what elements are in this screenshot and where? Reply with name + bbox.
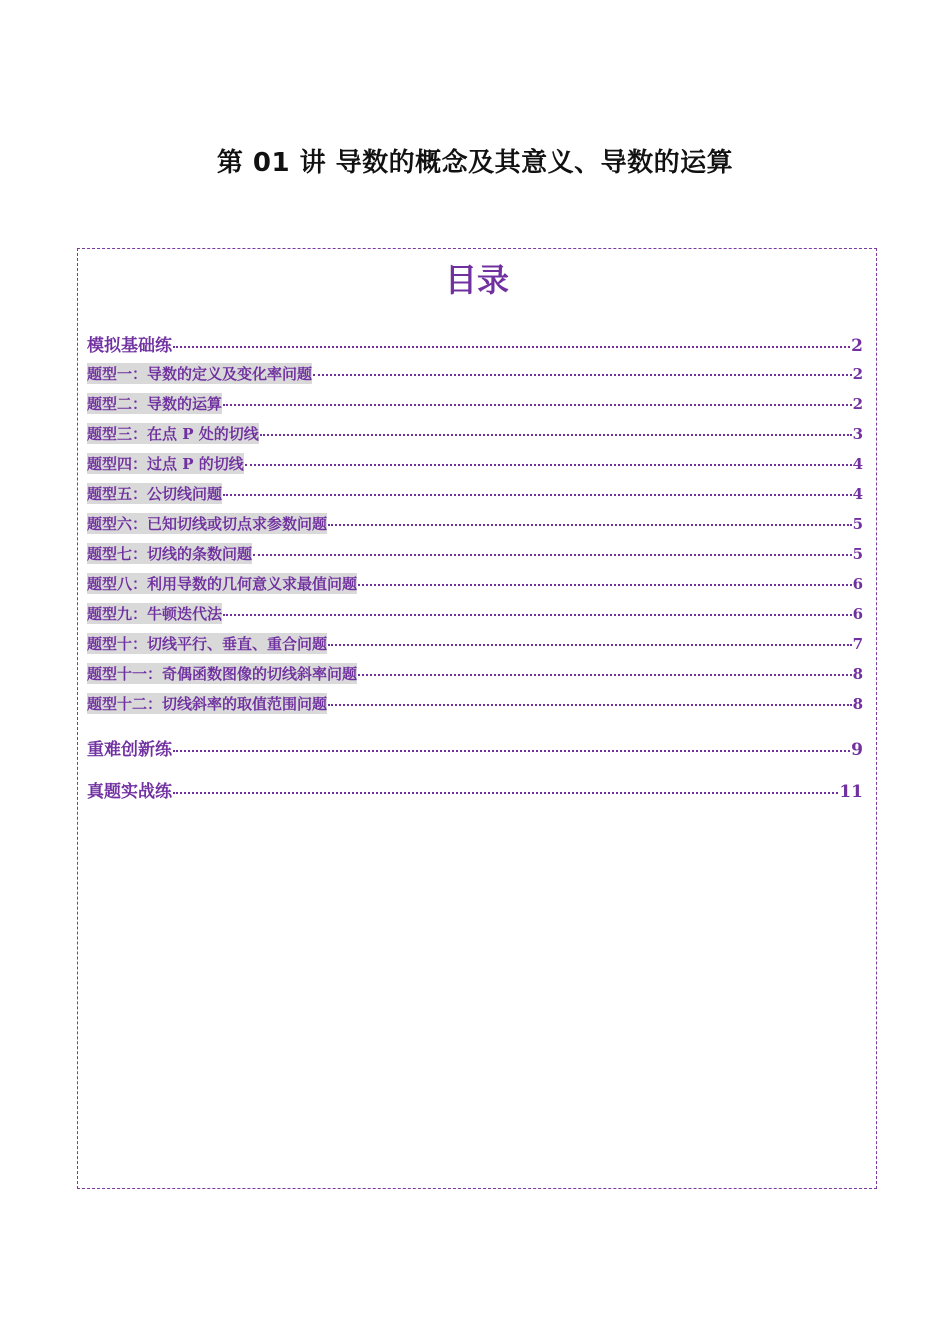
toc-entry-label: 重难创新练 xyxy=(87,740,172,760)
toc-leader xyxy=(173,792,838,794)
document-title: 第 01 讲 导数的概念及其意义、导数的运算 xyxy=(216,148,734,178)
toc-leader xyxy=(313,374,852,376)
toc-entry-page: 5 xyxy=(852,545,863,563)
toc-leader xyxy=(223,494,852,496)
toc-entry-page: 5 xyxy=(852,515,863,533)
toc-leader xyxy=(245,464,852,466)
toc-entry-page: 2 xyxy=(852,395,863,413)
toc-entry-label: 题型十一：奇偶函数图像的切线斜率问题 xyxy=(87,665,358,683)
toc-entry[interactable] xyxy=(87,735,863,760)
toc-entry-label: 题型一：导数的定义及变化率问题 xyxy=(87,365,313,383)
toc-entry-label: 题型七：切线的条数问题 xyxy=(87,545,253,563)
toc-entry[interactable] xyxy=(87,693,863,714)
toc-heading: 目录 xyxy=(444,261,509,299)
toc-entry-page: 11 xyxy=(839,782,863,802)
toc-entry-page: 8 xyxy=(852,695,863,713)
toc-entry[interactable] xyxy=(87,603,863,624)
toc-entry-page: 2 xyxy=(851,336,863,356)
toc-entry[interactable] xyxy=(87,331,863,356)
toc-entry-page: 3 xyxy=(852,425,863,443)
toc-entry[interactable] xyxy=(87,513,863,534)
toc-entry-page: 4 xyxy=(852,485,863,503)
toc-entry[interactable] xyxy=(87,573,863,594)
toc-entry[interactable] xyxy=(87,483,863,504)
toc-leader xyxy=(328,644,852,646)
toc-entry[interactable] xyxy=(87,633,863,654)
toc-entry-label: 题型四：过点 P 的切线 xyxy=(87,455,244,473)
toc-leader xyxy=(328,524,852,526)
toc-leader xyxy=(173,346,850,348)
toc-entry[interactable] xyxy=(87,423,863,444)
toc-leader xyxy=(260,434,852,436)
toc-entry-page: 6 xyxy=(852,575,863,593)
toc-leader xyxy=(173,750,850,752)
toc-entry-page: 4 xyxy=(852,455,863,473)
toc-entry-page: 2 xyxy=(852,365,863,383)
toc-entry-label: 模拟基础练 xyxy=(87,336,172,356)
toc-leader xyxy=(358,674,852,676)
toc-entry-label: 题型九：牛顿迭代法 xyxy=(87,605,223,623)
toc-entry-page: 9 xyxy=(851,740,863,760)
toc-entry-label: 题型五：公切线问题 xyxy=(87,485,223,503)
toc-entry[interactable] xyxy=(87,543,863,564)
toc-entry-label: 题型十二：切线斜率的取值范围问题 xyxy=(87,695,328,713)
toc-leader xyxy=(358,584,852,586)
toc-leader xyxy=(328,704,852,706)
toc-entry-page: 6 xyxy=(852,605,863,623)
toc-leader xyxy=(223,614,852,616)
toc-box xyxy=(77,248,877,1189)
toc-entry-page: 8 xyxy=(852,665,863,683)
toc-entry-label: 题型二：导数的运算 xyxy=(87,395,223,413)
toc-entry[interactable] xyxy=(87,663,863,684)
toc-entry-label: 题型十：切线平行、垂直、重合问题 xyxy=(87,635,328,653)
toc-entry-label: 真题实战练 xyxy=(87,782,172,802)
toc-entry-label: 题型八：利用导数的几何意义求最值问题 xyxy=(87,575,358,593)
toc-leader xyxy=(223,404,852,406)
toc-entry-label: 题型三：在点 P 处的切线 xyxy=(87,425,259,443)
toc-entry[interactable] xyxy=(87,453,863,474)
toc-entry[interactable] xyxy=(87,777,863,802)
toc-entry[interactable] xyxy=(87,393,863,414)
toc-entry-label: 题型六：已知切线或切点求参数问题 xyxy=(87,515,328,533)
toc-entry-page: 7 xyxy=(852,635,863,653)
toc-entry[interactable] xyxy=(87,363,863,384)
toc-leader xyxy=(253,554,852,556)
